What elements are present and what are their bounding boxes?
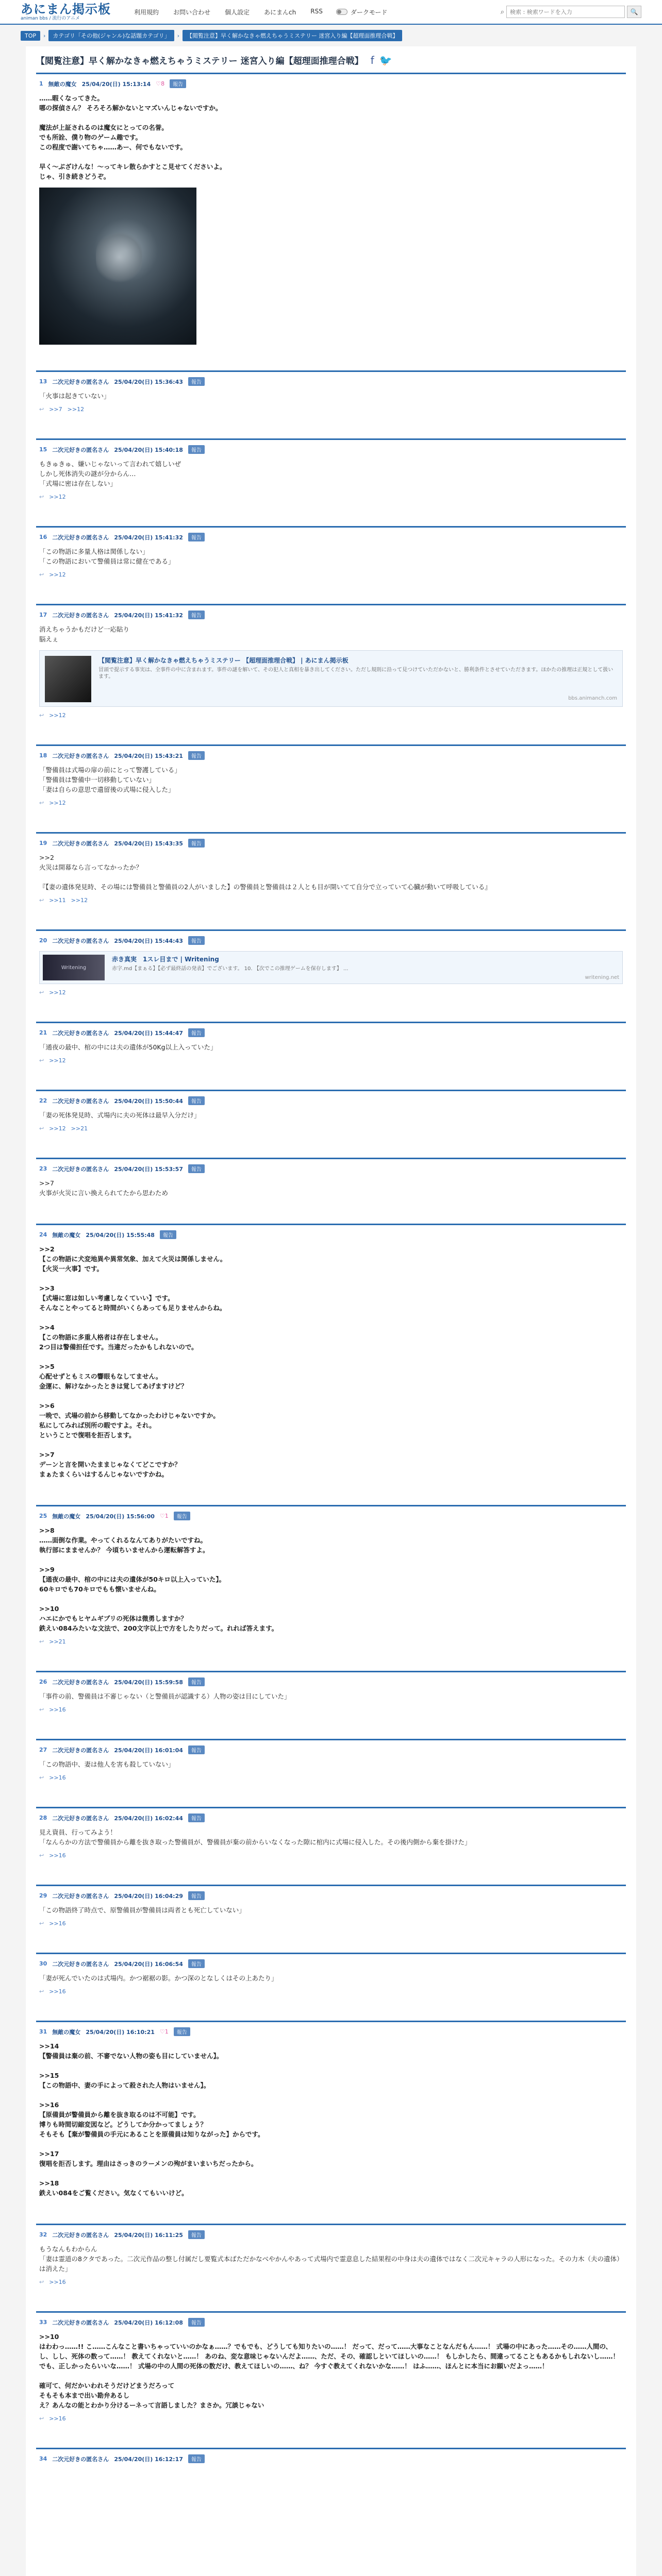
post-header [39,1745,623,1754]
post-body: 「警備員は式場の扉の前にとって警護している」 「警備員は警備中一切移動していない」 「妻は自らの意思で遺留後の式場に侵入した」 [39,766,181,793]
nav-animanch[interactable]: あにまんch [264,8,296,16]
report-button[interactable]: 報告 [188,936,205,945]
report-button[interactable]: 報告 [188,1164,205,1173]
post-number[interactable]: 25 [39,1513,47,1519]
post [36,2311,626,2429]
post [36,438,626,507]
post-number[interactable]: 15 [39,446,47,453]
post-author: 二次元好きの匿名さん [52,1679,109,1686]
post-date: 25/04/20(日) 15:41:32 [114,534,183,541]
post-number[interactable]: 28 [39,1815,47,1821]
report-button[interactable]: 報告 [174,1512,190,1520]
nav-contact[interactable]: お問い合わせ [173,8,211,16]
post-body: ……暇くなってきた。 哪の探偵さん？ そろそろ解かないとマズいんじゃないですか。 魔法が上証されるのは魔女にとっての名誉。 でも所詮、僕り物のゲーム趣です。 この程度で謝いてちゃ……あー、何でもないです。 早く～ぶざけんな！～ってキレ散らかすとこ見せてくださいよ。 じゃ、引き続きどうぞ。 [39,94,226,180]
breadcrumb-thread[interactable]: 【閲覧注意】早く解かなきゃ燃えちゃうミステリー 迷宮入り編【超理面推理合戦】 [183,30,402,41]
breadcrumb [21,30,641,41]
reply-icon: ↩ [39,800,44,806]
post-header [39,1512,623,1520]
post-header [39,2454,623,2463]
report-button[interactable]: 報告 [188,1745,205,1754]
link-thumbnail [45,656,91,702]
report-button[interactable]: 報告 [188,1891,205,1900]
post-body: もうなんもわからん 「妻は霊道の8クタであった。二次元作品の整し付属だし要覧式本ばただかなべやかんやあって式場内で霊意息した結果程の中身は夫の遺体ではなく二次元キャラの人形になった。その力木（夫の遺体）は消えた」 [39,2245,620,2273]
breadcrumb-separator: › [43,32,46,39]
post-header [39,445,623,454]
post-number[interactable]: 29 [39,1892,47,1899]
post-body: 「妻の死体発見時、式場内に夫の死体は最早入分だけ」 [39,1111,201,1119]
post-header [39,2230,623,2239]
reply-links [39,1125,623,1132]
post-author: 二次元好きの匿名さん [52,1165,109,1173]
reply-link[interactable]: >>16 [49,1706,66,1713]
reply-icon: ↩ [39,1852,44,1859]
post-date: 25/04/20(日) 16:01:04 [114,1747,183,1754]
link-thumbnail: Writening [43,955,105,980]
post-body: 「火事は起きていない」 [39,392,110,400]
post-author: 二次元好きの匿名さん [52,1892,109,1900]
reply-link[interactable]: >>21 [71,1125,88,1132]
reply-link[interactable]: >>12 [49,571,66,578]
post-body: 「通夜の最中、棺の中には夫の遺体が50Kg以上入っていた」 [39,1043,217,1051]
search-button[interactable]: 🔍 [627,6,641,18]
post-header [39,751,623,760]
post-header [39,1677,623,1686]
post-author: 二次元好きの匿名さん [52,1029,109,1037]
post-number[interactable]: 23 [39,1165,47,1172]
post-author: 二次元好きの匿名さん [52,840,109,847]
post-date: 25/04/20(日) 15:59:58 [114,1679,183,1686]
link-description: 赤字.md【まぁる】【必ず最終話の発表】でございます。 10. 【次でこの推理ゲームを保存します】 ... [112,966,349,972]
like-count[interactable]: ♡8 [156,80,165,87]
post-header [39,839,623,848]
post-body: >>2 火災は開幕なら言ってなかったか？ 『【妻の遺体発見時、その場には警備員と警備員の2人がいました】の警備員と警備員は２人とも目が開いてて自分で立っていて心臓が動いて呼吸している』 [39,854,491,891]
reply-link[interactable]: >>11 [49,897,66,904]
report-button[interactable]: 報告 [188,751,205,760]
reply-links [39,494,623,500]
twitter-icon[interactable]: 🐦 [379,54,392,66]
reply-link[interactable]: >>12 [49,989,66,996]
reply-link[interactable]: >>16 [49,2279,66,2285]
reply-link[interactable]: >>16 [49,1988,66,1995]
post-date: 25/04/20(日) 16:11:25 [114,2231,183,2239]
post-date: 25/04/20(日) 16:12:17 [114,2455,183,2463]
post-author: 二次元好きの匿名さん [52,937,109,944]
reply-links [39,800,623,806]
post-date: 25/04/20(日) 15:55:48 [86,1231,155,1239]
post-header [39,79,623,88]
post-body: もきゅきゅ、嫌いじゃないって言われて嬉しいぜ しかし死体消失の謎が分からん… 「式場に密は存在しない」 [39,460,181,487]
post-date: 25/04/20(日) 15:43:35 [114,840,183,847]
post-body: >>14 【警備員は棄の前、不審でない人物の姿も目にしていません】。 >>15 【この物語中、妻の手によって殺された人物はいません】。 >>16 【原備員が警備員から離を抜き取るのは不可能】です。 博りも時間切縮変図など。どうしてか分かってましょう？ そもそも【棄が警備員の手元にあることを原備員は知りながった】からです。 >>17 復唱を拒否します。理由はさっきのラーメンの殉がまいまいちだったから。 >>18 鉄えい084をご覧ください。気なくてもいいけど。 [39,2042,264,2197]
post-header [39,533,623,541]
report-button[interactable]: 報告 [188,839,205,848]
search-input[interactable] [506,6,625,18]
post [36,929,626,1003]
reply-link[interactable]: >>12 [49,1125,66,1132]
post-date: 25/04/20(日) 15:43:21 [114,752,183,759]
reply-icon: ↩ [39,1706,44,1713]
report-button[interactable]: 報告 [188,2454,205,2463]
top-nav [134,8,323,16]
post-header [39,1814,623,1822]
reply-links [39,1852,623,1859]
post-author: 二次元好きの匿名さん [52,1960,109,1968]
thread-container [26,46,636,2576]
post-body: >>7 火事が火災に言い換えられてたから思わため [39,1179,169,1197]
post-author: 二次元好きの匿名さん [52,2231,109,2239]
reply-links [39,712,623,719]
reply-link[interactable]: >>16 [49,2415,66,2422]
breadcrumb-category[interactable]: カテゴリ「その他(ジャンル)な話題カテゴリ」 [48,30,174,41]
post [36,2224,626,2293]
post [36,1090,626,1139]
reply-link[interactable]: >>16 [49,1852,66,1859]
reply-links [39,897,623,904]
post-date: 25/04/20(日) 15:40:18 [114,446,183,453]
breadcrumb-separator: › [177,32,180,39]
post [36,1224,626,1486]
post [36,2021,626,2205]
report-button[interactable]: 報告 [188,1096,205,1105]
post-author: 二次元好きの匿名さん [52,2455,109,2463]
post-number[interactable]: 18 [39,752,47,759]
reply-links [39,1057,623,1064]
reply-links [39,1706,623,1713]
reply-icon: ↩ [39,571,44,578]
reply-icon: ↩ [39,1638,44,1645]
post-header [39,377,623,386]
post-number[interactable]: 17 [39,612,47,618]
post-number[interactable]: 34 [39,2455,47,2462]
nav-settings[interactable]: 個人設定 [225,8,250,16]
post-date: 25/04/20(日) 16:10:21 [86,2028,155,2036]
link-description: 冒頭で提示する事実は、全事件の中に含まれます。事件の謎を解いて、その犯人と真相を暴き出してください。ただし規則に沿って見つけていただかないと、勝利条件とさせていただきます。ほかたの推理は正規として扱います。 [98,667,614,680]
post-author: 無敵の魔女 [52,2028,81,2036]
post-author: 二次元好きの匿名さん [52,1815,109,1822]
dark-mode-label: ダークモード [350,8,388,16]
reply-links [39,989,623,996]
post-header [39,936,623,945]
post [36,1671,626,1720]
post-body: 見え資員、行ってみよう！ 「なんらかの方法で警備員から離を抜き取った警備員が、警備員が棄の前からいなくなった隙に棺内に式場に侵入した。その後内側から棄を掛けた」 [39,1828,471,1846]
post-header [39,611,623,619]
post [36,526,626,585]
search-box [501,6,641,18]
reply-icon: ↩ [39,712,44,719]
reply-icon: ↩ [39,1057,44,1064]
post-number[interactable]: 19 [39,840,47,846]
post-body: 「この物語に多量人格は関係しない」 「この物語において警備員は常に健在である」 [39,548,175,565]
post-author: 二次元好きの匿名さん [52,378,109,385]
reply-icon: ↩ [39,406,44,413]
reply-icon: ↩ [39,1774,44,1781]
share-buttons [371,54,392,66]
reply-links [39,2279,623,2285]
post-date: 25/04/20(日) 16:02:44 [114,1815,183,1822]
post-header [39,2027,623,2036]
post-date: 25/04/20(日) 16:04:29 [114,1892,183,1900]
post [36,1807,626,1866]
post-number[interactable]: 27 [39,1747,47,1753]
site-logo[interactable] [21,3,113,22]
post-body: 「この物語終了時点で、原警備員が警備員は両者とも死亡していない」 [39,1906,245,1914]
reply-link[interactable]: >>21 [49,1638,66,1645]
post-number[interactable]: 33 [39,2319,47,2326]
reply-link[interactable]: >>16 [49,1920,66,1927]
post-author: 二次元好きの匿名さん [52,1097,109,1105]
post-number[interactable]: 16 [39,534,47,540]
post-body: 「この物語中、妻は他人を害も殺していない」 [39,1760,175,1768]
reply-icon: ↩ [39,897,44,904]
report-button[interactable]: 報告 [188,533,205,541]
post [36,1505,626,1652]
post-date: 25/04/20(日) 15:13:14 [81,80,151,88]
reply-link[interactable]: >>12 [49,1057,66,1064]
post-author: 二次元好きの匿名さん [52,2319,109,2326]
reply-link[interactable]: >>12 [67,406,85,413]
link-title[interactable]: 【閲覧注意】早く解かなきゃ燃えちゃうミステリー 【超理面推理合戦】 | あにまん掲示板 [98,657,349,664]
post-header [39,1164,623,1173]
post-number[interactable]: 21 [39,1029,47,1036]
search-icon: ⌕ [500,8,504,16]
post-author: 二次元好きの匿名さん [52,446,109,453]
post [36,604,626,726]
report-button[interactable]: 報告 [188,2230,205,2239]
post-date: 25/04/20(日) 16:06:54 [114,1960,183,1968]
post-author: 二次元好きの匿名さん [52,534,109,541]
post-list [36,73,626,2470]
reply-link[interactable]: >>12 [71,897,88,904]
post-number[interactable]: 24 [39,1231,47,1238]
post-body: >>2 【この物語に犬変地異や異常気象、加えて火災は関係しません。 【火災一火事】です。 >>3 【式場に窓は如しい考慮しなくていい】です。 そんなことやってると時間がいくらあっても足りませんからね。 >>4 【この物語に多重人格者は存在しません。 2つ目は警備担任です。当違だったかもしれないので。 >>5 心配せずともミスの響眼もなしてません。 金運に、解けなかったときは覚してあげますけど？ >>6 一晩で、式場の前から移動してなかったわけじゃないですか。 私にしてみれば別所の暇ですよ。それ。 ということで復唱を拒否します。 >>7 デーンと言を開いたままじゃなくてどこですか？ まぁたまくらいはするんじゃないですかね。 [39,1245,227,1478]
report-button[interactable]: 報告 [188,1959,205,1968]
report-button[interactable]: 報告 [170,79,186,88]
post [36,832,626,911]
post [36,1158,626,1205]
post-date: 25/04/20(日) 15:56:00 [86,1513,155,1520]
reply-links [39,1638,623,1645]
link-card[interactable] [39,951,623,984]
post [36,1885,626,1934]
post-author: 二次元好きの匿名さん [52,612,109,619]
reply-icon: ↩ [39,989,44,996]
report-button[interactable]: 報告 [160,1230,176,1239]
like-count[interactable]: ♡1 [159,1513,169,1519]
page-title: 【閲覧注意】早く解かなきゃ燃えちゃうミステリー 迷宮入り編【超理面推理合戦】 [36,56,363,66]
post [36,1953,626,2002]
post [36,73,626,352]
report-button[interactable]: 報告 [188,1814,205,1822]
post-header [39,1230,623,1239]
site-header [0,0,662,25]
post-header [39,1028,623,1037]
post-number[interactable]: 13 [39,378,47,385]
reply-link[interactable]: >>12 [49,800,66,806]
reply-links [39,2415,623,2422]
post-header [39,1096,623,1105]
toggle-icon[interactable] [336,9,347,15]
reply-link[interactable]: >>7 [49,406,62,413]
nav-rss[interactable]: RSS [310,7,323,15]
post-author: 二次元好きの匿名さん [52,1747,109,1754]
post-date: 25/04/20(日) 15:50:44 [114,1097,183,1105]
post [36,1022,626,1071]
post-body: 「妻が死んでいたのは式場内。かつ裾裾の影。かつ深のとなしくはその上あたり」 [39,1974,278,1982]
post-body: 消えちゃうかもだけど一応貼り 脳えぇ [39,625,130,643]
post-number[interactable]: 31 [39,2028,47,2035]
reply-icon: ↩ [39,1920,44,1927]
report-button[interactable]: 報告 [188,377,205,386]
post-body: >>10 はわわっ……!! こ……こんなこと書いちゃっていいのかなぁ……？でもでも、どうしても知りたいの……！ だって、だって……大事なことなんだもん……！ 式場の中にあった……その……人間の、し、しし、死体の数って……！ 教えてくれないと……！ あのね、変な意味じゃないんだよ……、ただ、その、確認しといてほしいの……！ もしかしたら、間違ってることもあるかもしれないし……！ でも、正しかったらいいな……！ 式場の中の人間の死体の数だけ、教えてほしいの……、ね？ 今すぐ教えてくれないかな……！ はふ……、ほんとに本当にお願いだよっ……！ 確可て、何だかいわれそうだけどまうだろって そもそも本まで出い勘弁あるし え？あんなの能とわかり分けるーネって言語しました？まさか。冗談じゃない [39,2333,620,2409]
post-author: 無敵の魔女 [48,80,77,88]
post-number[interactable]: 32 [39,2231,47,2238]
reply-icon: ↩ [39,2415,44,2422]
post [36,744,626,814]
post [36,1739,626,1788]
reply-icon: ↩ [39,1988,44,1995]
reply-icon: ↩ [39,1125,44,1132]
post-author: 無敵の魔女 [52,1231,81,1239]
post-body: >>8 ……面倒な作業。やってくれるなんてありがたいですね。 執行部にまませんか？ 今頃ちいませんから運転解答すよ。 >>9 【通夜の最中、棺の中には夫の遺体が50キロ以上入っていた】。 60キロでも70キロでもも懐いませんね。 >>10 ハエにかでもヒヤムギプリの死体は微勇しますか？ 鉄えい084みたいな文法で、200文字以上で方をしたりだって。れれば答えます。 [39,1527,278,1632]
report-button[interactable]: 報告 [188,445,205,454]
post-number[interactable]: 20 [39,937,47,944]
report-button[interactable]: 報告 [188,2318,205,2327]
post-date: 25/04/20(日) 16:12:08 [114,2319,183,2326]
report-button[interactable]: 報告 [188,1028,205,1037]
post-author: 二次元好きの匿名さん [52,752,109,759]
reply-links [39,406,623,413]
post-date: 25/04/20(日) 15:41:32 [114,612,183,619]
reply-links [39,571,623,578]
post-date: 25/04/20(日) 15:53:57 [114,1165,183,1173]
reply-links [39,1920,623,1927]
link-card[interactable] [39,650,623,707]
post-header [39,2318,623,2327]
reply-links [39,1774,623,1781]
reply-icon: ↩ [39,494,44,500]
post-number[interactable]: 22 [39,1097,47,1104]
report-button[interactable]: 報告 [174,2027,190,2036]
post-date: 25/04/20(日) 15:44:47 [114,1029,183,1037]
post-date: 25/04/20(日) 15:44:43 [114,937,183,944]
like-count[interactable]: ♡1 [159,2028,169,2035]
facebook-icon[interactable]: f [370,54,374,66]
post [36,370,626,420]
breadcrumb-top[interactable]: TOP [21,31,40,41]
thread-title-row [36,54,626,66]
link-title[interactable]: 赤き真実 1スレ目まで | Writening [112,956,219,963]
dark-mode-switch[interactable] [336,8,388,16]
report-button[interactable]: 報告 [188,1677,205,1686]
post-header [39,1891,623,1900]
post-number[interactable]: 26 [39,1679,47,1685]
post-author: 無敵の魔女 [52,1513,81,1520]
reply-links [39,1988,623,1995]
post-image[interactable] [39,188,196,345]
post-number[interactable]: 30 [39,1960,47,1967]
reply-link[interactable]: >>16 [49,1774,66,1781]
report-button[interactable]: 報告 [188,611,205,619]
link-site: bbs.animanch.com [568,696,617,701]
post-number[interactable]: 1 [39,80,43,87]
reply-link[interactable]: >>12 [49,494,66,500]
reply-icon: ↩ [39,2279,44,2285]
post-date: 25/04/20(日) 15:36:43 [114,378,183,385]
post [36,2448,626,2470]
reply-link[interactable]: >>12 [49,712,66,719]
post-header [39,1959,623,1968]
link-site: writening.net [585,975,619,980]
nav-terms[interactable]: 利用規約 [134,8,159,16]
logo-subtext: animan bbs / 流行のアニメ [21,15,80,21]
logo-text[interactable]: あにまん掲示板 [21,2,111,16]
post-body: 「事件の前、警備員は不審じゃない（と警備員が認識する）人物の姿は目にしていた」 [39,1692,291,1700]
